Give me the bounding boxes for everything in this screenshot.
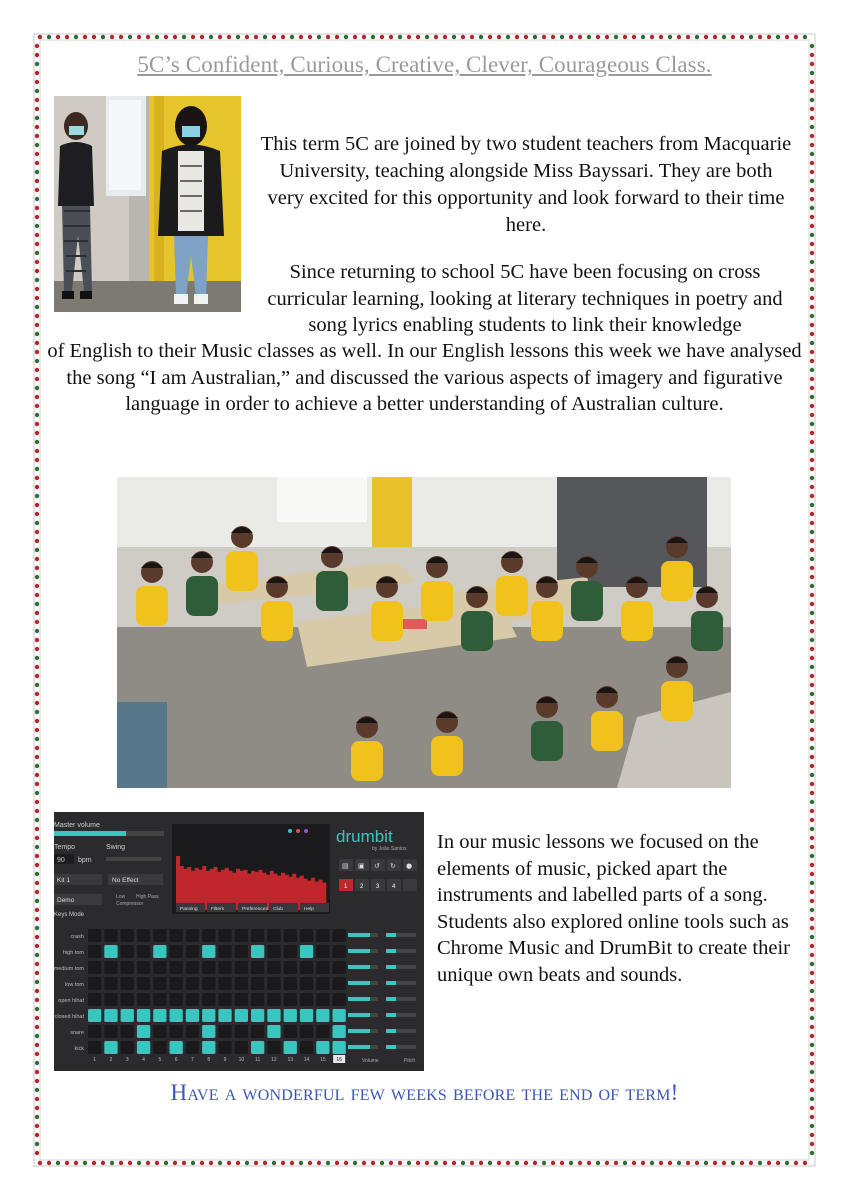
pitch-slider-fill bbox=[386, 981, 396, 985]
step-cell[interactable] bbox=[267, 961, 280, 974]
master-volume-label: Master volume bbox=[54, 822, 100, 829]
step-cell[interactable] bbox=[300, 1025, 313, 1038]
step-cell[interactable] bbox=[300, 1041, 313, 1054]
class-group-photo bbox=[117, 477, 731, 788]
step-cell[interactable] bbox=[333, 1025, 346, 1038]
step-number: 3 bbox=[125, 1057, 129, 1063]
pitch-slider-fill bbox=[386, 1029, 396, 1033]
step-cell[interactable] bbox=[137, 977, 150, 990]
pitch-slider-fill bbox=[386, 997, 396, 1001]
compressor-label: Compressor bbox=[116, 901, 144, 907]
step-cell[interactable] bbox=[88, 1009, 101, 1022]
step-cell[interactable] bbox=[218, 929, 231, 942]
step-cell[interactable] bbox=[153, 1009, 166, 1022]
step-cell[interactable] bbox=[170, 945, 183, 958]
step-cell[interactable] bbox=[202, 993, 215, 1006]
step-number: 14 bbox=[303, 1057, 310, 1063]
step-cell[interactable] bbox=[202, 1009, 215, 1022]
step-cell[interactable] bbox=[300, 961, 313, 974]
step-cell[interactable] bbox=[88, 945, 101, 958]
step-cell[interactable] bbox=[202, 945, 215, 958]
step-cell[interactable] bbox=[153, 929, 166, 942]
step-cell[interactable] bbox=[333, 945, 346, 958]
bpm-label: bpm bbox=[78, 857, 92, 864]
step-cell[interactable] bbox=[300, 945, 313, 958]
step-cell[interactable] bbox=[218, 993, 231, 1006]
step-cell[interactable] bbox=[104, 1041, 117, 1054]
drum-footer-button-label: Filters bbox=[211, 907, 225, 912]
step-cell[interactable] bbox=[316, 1041, 329, 1054]
step-cell[interactable] bbox=[121, 929, 134, 942]
step-cell[interactable] bbox=[104, 977, 117, 990]
volume-slider-fill bbox=[348, 1013, 370, 1017]
step-cell[interactable] bbox=[235, 961, 248, 974]
intro-paragraph: This term 5C are joined by two student teachers from Macquarie University, teaching alongside Miss Bayssari. They are both very excited for this opportunity and look forward to their time here. bbox=[260, 133, 792, 236]
step-cell[interactable] bbox=[316, 993, 329, 1006]
effect-value: No Effect bbox=[112, 877, 139, 884]
step-cell[interactable] bbox=[251, 1009, 264, 1022]
step-number: 13 bbox=[287, 1057, 294, 1063]
step-cell[interactable] bbox=[153, 945, 166, 958]
step-cell[interactable] bbox=[186, 1009, 199, 1022]
step-number: 15 bbox=[320, 1057, 326, 1063]
step-cell[interactable] bbox=[333, 929, 346, 942]
swing-label: Swing bbox=[106, 844, 126, 851]
instrument-label: kick bbox=[74, 1046, 84, 1052]
step-cell[interactable] bbox=[186, 993, 199, 1006]
step-cell[interactable] bbox=[218, 1041, 231, 1054]
music-paragraph: In our music lessons we focused on the elements of music, picked apart the instruments and labelled parts of a song. Students also explored online tools such as Chrome Music and DrumBit to create their unique own beats and sounds. bbox=[437, 831, 790, 986]
step-cell[interactable] bbox=[235, 1041, 248, 1054]
step-cell[interactable] bbox=[153, 961, 166, 974]
step-cell[interactable] bbox=[121, 1025, 134, 1038]
volume-slider-fill bbox=[348, 981, 370, 985]
step-cell[interactable] bbox=[137, 945, 150, 958]
drumbit-logo: drumbit bbox=[336, 827, 393, 846]
step-cell[interactable] bbox=[251, 929, 264, 942]
step-cell[interactable] bbox=[218, 945, 231, 958]
step-cell[interactable] bbox=[251, 945, 264, 958]
step-cell[interactable] bbox=[88, 961, 101, 974]
step-cell[interactable] bbox=[284, 977, 297, 990]
step-cell[interactable] bbox=[137, 993, 150, 1006]
step-cell[interactable] bbox=[202, 961, 215, 974]
step-cell[interactable] bbox=[267, 993, 280, 1006]
step-cell[interactable] bbox=[104, 929, 117, 942]
step-cell[interactable] bbox=[251, 993, 264, 1006]
step-cell[interactable] bbox=[88, 977, 101, 990]
page-title: 5C’s Confident, Curious, Creative, Clever, Courageous Class. bbox=[137, 52, 712, 77]
pattern-number: 1 bbox=[344, 884, 348, 890]
step-cell[interactable] bbox=[202, 1025, 215, 1038]
step-cell[interactable] bbox=[235, 945, 248, 958]
swing-slider[interactable] bbox=[106, 857, 161, 861]
pattern-number: 3 bbox=[376, 884, 380, 890]
step-cell[interactable] bbox=[121, 1041, 134, 1054]
step-cell[interactable] bbox=[251, 1041, 264, 1054]
step-cell[interactable] bbox=[186, 1041, 199, 1054]
step-cell[interactable] bbox=[218, 977, 231, 990]
curriculum-paragraph-bottom: of English to their Music classes as well. In our English lessons this week we have analysed the song “I am Australian,” and discussed the various aspects of imagery and figurative language in order to achieve a better understanding of Australian culture. bbox=[47, 340, 802, 415]
step-cell[interactable] bbox=[333, 1009, 346, 1022]
step-cell[interactable] bbox=[251, 1025, 264, 1038]
step-number: 6 bbox=[174, 1057, 178, 1063]
step-number: 8 bbox=[207, 1057, 211, 1063]
step-number: 16 bbox=[336, 1057, 342, 1063]
step-cell[interactable] bbox=[284, 1025, 297, 1038]
step-cell[interactable] bbox=[267, 945, 280, 958]
step-cell[interactable] bbox=[300, 993, 313, 1006]
step-cell[interactable] bbox=[170, 1041, 183, 1054]
volume-slider-fill bbox=[348, 1045, 370, 1049]
volume-slider-fill bbox=[348, 997, 370, 1001]
step-cell[interactable] bbox=[316, 1025, 329, 1038]
step-cell[interactable] bbox=[88, 1041, 101, 1054]
instrument-label: closed hihat bbox=[54, 1014, 84, 1020]
step-cell[interactable] bbox=[333, 977, 346, 990]
step-cell[interactable] bbox=[104, 993, 117, 1006]
step-cell[interactable] bbox=[333, 961, 346, 974]
step-cell[interactable] bbox=[170, 929, 183, 942]
step-cell[interactable] bbox=[267, 1009, 280, 1022]
step-cell[interactable] bbox=[170, 993, 183, 1006]
stop-button[interactable] bbox=[403, 879, 417, 891]
step-cell[interactable] bbox=[267, 929, 280, 942]
step-cell[interactable] bbox=[137, 961, 150, 974]
step-number: 7 bbox=[191, 1057, 194, 1063]
step-cell[interactable] bbox=[267, 1025, 280, 1038]
drum-footer-button-label: Preferences bbox=[242, 907, 268, 912]
step-cell[interactable] bbox=[284, 993, 297, 1006]
instrument-label: crash bbox=[70, 934, 84, 940]
drumbit-byline: by João Santos bbox=[372, 846, 407, 852]
toolbar-icon: ↻ bbox=[390, 862, 396, 870]
step-cell[interactable] bbox=[333, 1041, 346, 1054]
step-cell[interactable] bbox=[284, 929, 297, 942]
step-cell[interactable] bbox=[137, 1041, 150, 1054]
pitch-slider-fill bbox=[386, 949, 396, 953]
instrument-label: high tom bbox=[62, 950, 84, 956]
step-cell[interactable] bbox=[202, 929, 215, 942]
step-cell[interactable] bbox=[88, 1025, 101, 1038]
step-cell[interactable] bbox=[104, 961, 117, 974]
step-cell[interactable] bbox=[218, 961, 231, 974]
step-cell[interactable] bbox=[186, 977, 199, 990]
step-cell[interactable] bbox=[333, 993, 346, 1006]
curriculum-paragraph-top: Since returning to school 5C have been focusing on cross curricular learning, looking at literary techniques in poetry and song lyrics enabling students to link their knowledge bbox=[267, 261, 783, 336]
step-number: 12 bbox=[271, 1057, 277, 1063]
step-cell[interactable] bbox=[137, 929, 150, 942]
farewell-banner: Have a wonderful few weeks before the end of term! bbox=[170, 1080, 679, 1105]
step-cell[interactable] bbox=[170, 961, 183, 974]
step-number: 11 bbox=[255, 1057, 261, 1063]
step-cell[interactable] bbox=[121, 993, 134, 1006]
pitch-label: Pitch bbox=[404, 1058, 416, 1064]
volume-slider-fill bbox=[348, 949, 370, 953]
step-cell[interactable] bbox=[186, 945, 199, 958]
step-cell[interactable] bbox=[202, 977, 215, 990]
step-cell[interactable] bbox=[235, 1009, 248, 1022]
drum-footer-button-label: Club bbox=[273, 907, 283, 912]
drumbit-screenshot bbox=[54, 812, 424, 1071]
step-cell[interactable] bbox=[235, 929, 248, 942]
step-cell[interactable] bbox=[104, 1009, 117, 1022]
step-cell[interactable] bbox=[300, 977, 313, 990]
step-cell[interactable] bbox=[218, 1025, 231, 1038]
high-pass-label: High Pass bbox=[136, 894, 159, 900]
step-cell[interactable] bbox=[316, 977, 329, 990]
step-cell[interactable] bbox=[316, 961, 329, 974]
volume-slider-fill bbox=[348, 965, 370, 969]
step-cell[interactable] bbox=[186, 961, 199, 974]
step-number: 10 bbox=[238, 1057, 245, 1063]
step-cell[interactable] bbox=[235, 977, 248, 990]
step-cell[interactable] bbox=[137, 1025, 150, 1038]
volume-slider-fill bbox=[348, 933, 370, 937]
step-cell[interactable] bbox=[104, 1025, 117, 1038]
step-cell[interactable] bbox=[316, 945, 329, 958]
toolbar-icon: ▣ bbox=[358, 862, 365, 870]
pattern-number: 2 bbox=[360, 884, 364, 890]
step-cell[interactable] bbox=[170, 977, 183, 990]
step-cell[interactable] bbox=[284, 945, 297, 958]
step-cell[interactable] bbox=[137, 1009, 150, 1022]
step-number: 2 bbox=[109, 1057, 113, 1063]
step-cell[interactable] bbox=[88, 993, 101, 1006]
step-cell[interactable] bbox=[121, 961, 134, 974]
instrument-label: open hihat bbox=[58, 998, 84, 1004]
step-cell[interactable] bbox=[104, 945, 117, 958]
keys-mode-label: Keys Mode bbox=[54, 912, 85, 918]
step-cell[interactable] bbox=[170, 1025, 183, 1038]
step-cell[interactable] bbox=[284, 961, 297, 974]
step-number: 1 bbox=[93, 1057, 97, 1063]
toolbar-icon: ● bbox=[406, 862, 413, 870]
step-cell[interactable] bbox=[88, 929, 101, 942]
kit-value: Kit 1 bbox=[57, 877, 71, 884]
instrument-label: snare bbox=[70, 1030, 84, 1036]
low-label: Low bbox=[116, 894, 126, 900]
pitch-slider-fill bbox=[386, 1045, 396, 1049]
step-cell[interactable] bbox=[300, 1009, 313, 1022]
step-cell[interactable] bbox=[235, 993, 248, 1006]
step-cell[interactable] bbox=[186, 1025, 199, 1038]
toolbar-icon: ↺ bbox=[374, 862, 380, 870]
step-cell[interactable] bbox=[235, 1025, 248, 1038]
tempo-label: Tempo bbox=[54, 844, 76, 851]
step-cell[interactable] bbox=[153, 993, 166, 1006]
step-cell[interactable] bbox=[267, 977, 280, 990]
step-cell[interactable] bbox=[121, 1009, 134, 1022]
step-cell[interactable] bbox=[251, 977, 264, 990]
step-cell[interactable] bbox=[170, 1009, 183, 1022]
step-number: 4 bbox=[142, 1057, 145, 1063]
step-cell[interactable] bbox=[316, 1009, 329, 1022]
step-cell[interactable] bbox=[153, 1025, 166, 1038]
step-cell[interactable] bbox=[316, 929, 329, 942]
volume-slider-fill bbox=[348, 1029, 370, 1033]
step-cell[interactable] bbox=[153, 1041, 166, 1054]
student-teachers-photo bbox=[54, 96, 241, 312]
pitch-slider-fill bbox=[386, 1013, 396, 1017]
tempo-value: 90 bbox=[57, 857, 65, 864]
step-cell[interactable] bbox=[186, 929, 199, 942]
instrument-label: medium tom bbox=[54, 966, 84, 972]
toolbar-icon: ▤ bbox=[342, 862, 349, 870]
step-cell[interactable] bbox=[153, 977, 166, 990]
waveform-bar bbox=[176, 856, 180, 910]
pitch-slider-fill bbox=[386, 933, 396, 937]
drum-footer-button-label: Panning bbox=[180, 907, 198, 912]
drum-footer-button-label: Help bbox=[304, 907, 314, 912]
step-cell[interactable] bbox=[218, 1009, 231, 1022]
step-cell[interactable] bbox=[202, 1041, 215, 1054]
step-number: 9 bbox=[223, 1057, 227, 1063]
step-cell[interactable] bbox=[121, 977, 134, 990]
step-cell[interactable] bbox=[284, 1009, 297, 1022]
step-cell[interactable] bbox=[300, 929, 313, 942]
step-cell[interactable] bbox=[267, 1041, 280, 1054]
step-cell[interactable] bbox=[251, 961, 264, 974]
pitch-slider-fill bbox=[386, 965, 396, 969]
step-cell[interactable] bbox=[121, 945, 134, 958]
pattern-number: 4 bbox=[392, 884, 396, 890]
instrument-label: low tom bbox=[65, 982, 84, 988]
step-cell[interactable] bbox=[284, 1041, 297, 1054]
demo-value: Demo bbox=[57, 897, 75, 904]
master-volume-slider[interactable] bbox=[54, 831, 126, 836]
volume-label: Volume bbox=[362, 1058, 379, 1064]
step-number: 5 bbox=[158, 1057, 162, 1063]
